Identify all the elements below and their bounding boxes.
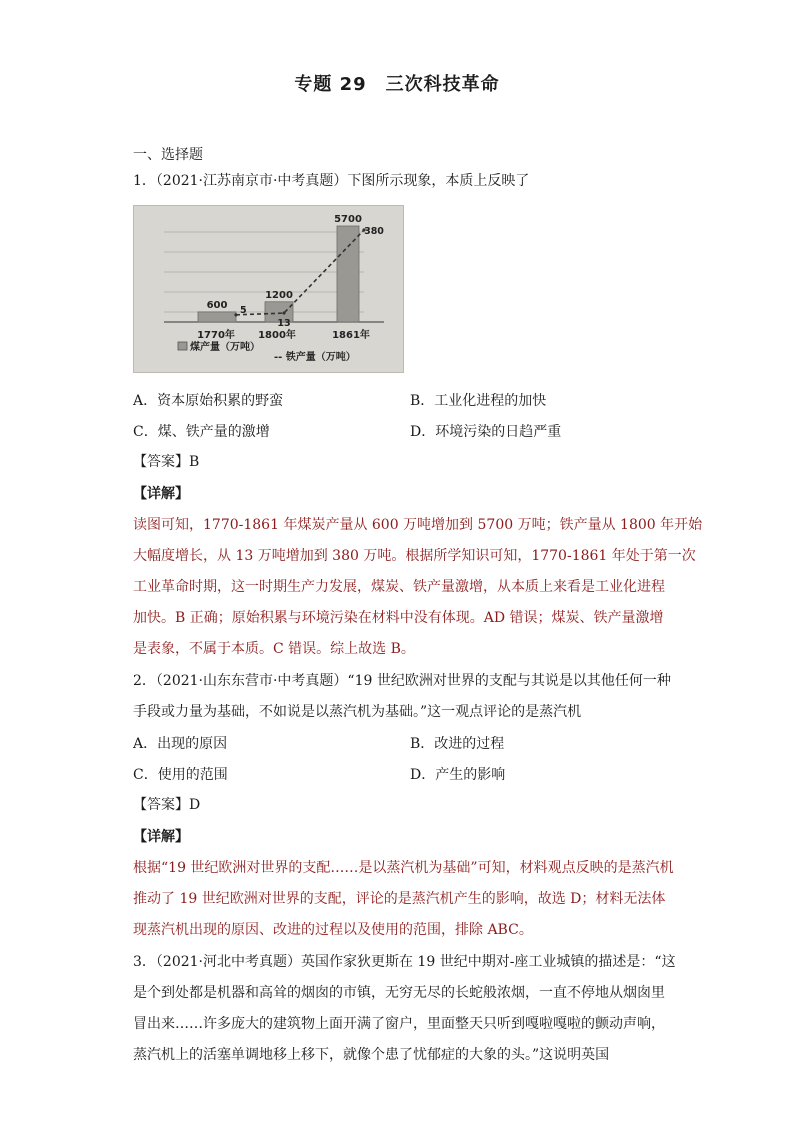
iron-data-label: 5: [240, 304, 247, 316]
q2-detail-label: 【详解】: [133, 829, 189, 845]
q2-explanation-line: 根据“19 世纪欧洲对世界的支配……是以蒸汽机为基础”可知，材料观点反映的是蒸汽机: [133, 860, 674, 876]
q3-stem-line: 3．（2021·河北中考真题）英国作家狄更斯在 19 世纪中期对-座工业城镇的描述是：“这: [133, 954, 676, 970]
coal-bar: [198, 312, 236, 322]
coal-data-label: 600: [206, 299, 228, 311]
coal-bar: [337, 226, 359, 322]
q1-chart: [134, 206, 404, 373]
q2-option-a: A．出现的原因: [133, 736, 228, 752]
q1-option-d: D．环境污染的日趋严重: [410, 424, 562, 440]
legend-label-coal: 煤产量（万吨）: [190, 342, 260, 353]
legend-swatch-coal: [178, 342, 187, 350]
q2-stem-line: 2．（2021·山东东营市·中考真题）“19 世纪欧洲对世界的支配与其说是以其他任何一种: [133, 673, 671, 689]
q1-stem: 1．（2021·江苏南京市·中考真题）下图所示现象，本质上反映了: [133, 173, 530, 189]
coal-data-label: 5700: [334, 214, 362, 225]
q1-option-c: C．煤、铁产量的激增: [133, 424, 270, 440]
section-heading: 一、选择题: [133, 147, 203, 163]
iron-point: [282, 311, 285, 314]
q2-option-c: C．使用的范围: [133, 767, 228, 783]
q1-option-a: A．资本原始积累的野蛮: [133, 393, 284, 409]
q1-answer: 【答案】B: [133, 454, 200, 470]
q1-detail-label: 【详解】: [133, 486, 189, 502]
q1-explanation-line: 工业革命时期，这一时期生产力发展，煤炭、铁产量激增，从本质上来看是工业化进程: [133, 579, 665, 595]
q1-chart-figure: [133, 205, 404, 373]
q3-stem-line: 蒸汽机上的活塞单调地移上移下，就像个患了忧郁症的大象的头。”这说明英国: [133, 1047, 610, 1063]
q3-stem-line: 是个到处都是机器和高耸的烟囱的市镇，无穷无尽的长蛇般浓烟，一直不停地从烟囱里: [133, 985, 665, 1001]
q2-explanation-line: 推动了 19 世纪欧洲对世界的支配，评论的是蒸汽机产生的影响，故选 D；材料无法体: [133, 891, 666, 907]
q1-explanation-line: 大幅度增长，从 13 万吨增加到 380 万吨。根据所学知识可知，1770-1861 年处于第一次: [133, 548, 696, 564]
q2-explanation-line: 现蒸汽机出现的原因、改进的过程以及使用的范围，排除 ABC。: [133, 922, 533, 938]
q3-stem-line: 冒出来……许多庞大的建筑物上面开满了窗户，里面整天只听到嘎啦嘎啦的颤动声响，: [133, 1016, 665, 1032]
q2-option-b: B．改进的过程: [410, 736, 505, 752]
x-tick-label: 1861年: [332, 330, 370, 341]
q2-option-d: D．产生的影响: [410, 767, 506, 783]
q2-answer: 【答案】D: [133, 797, 201, 813]
iron-point: [234, 313, 237, 316]
page-title: 专题 29 三次科技革命: [294, 74, 500, 95]
coal-data-label: 1200: [265, 289, 293, 301]
iron-data-label: 13: [277, 318, 291, 330]
x-tick-label: 1770年: [197, 330, 235, 341]
q1-explanation-line: 加快。B 正确；原始积累与环境污染在材料中没有体现。AD 错误；煤炭、铁产量激增: [133, 610, 664, 626]
q2-stem-line: 手段或力量为基础，不如说是以蒸汽机为基础。”这一观点评论的是蒸汽机: [133, 704, 582, 720]
legend-label-iron: -- 铁产量（万吨）: [274, 352, 356, 363]
x-tick-label: 1800年: [258, 330, 296, 341]
q1-explanation-line: 读图可知，1770-1861 年煤炭产量从 600 万吨增加到 5700 万吨；铁产量从 1800 年开始: [133, 517, 703, 533]
q1-option-b: B．工业化进程的加快: [410, 393, 547, 409]
iron-data-label: 380: [364, 226, 384, 237]
q1-explanation-line: 是表象，不属于本质。C 错误。综上故选 B。: [133, 641, 415, 657]
